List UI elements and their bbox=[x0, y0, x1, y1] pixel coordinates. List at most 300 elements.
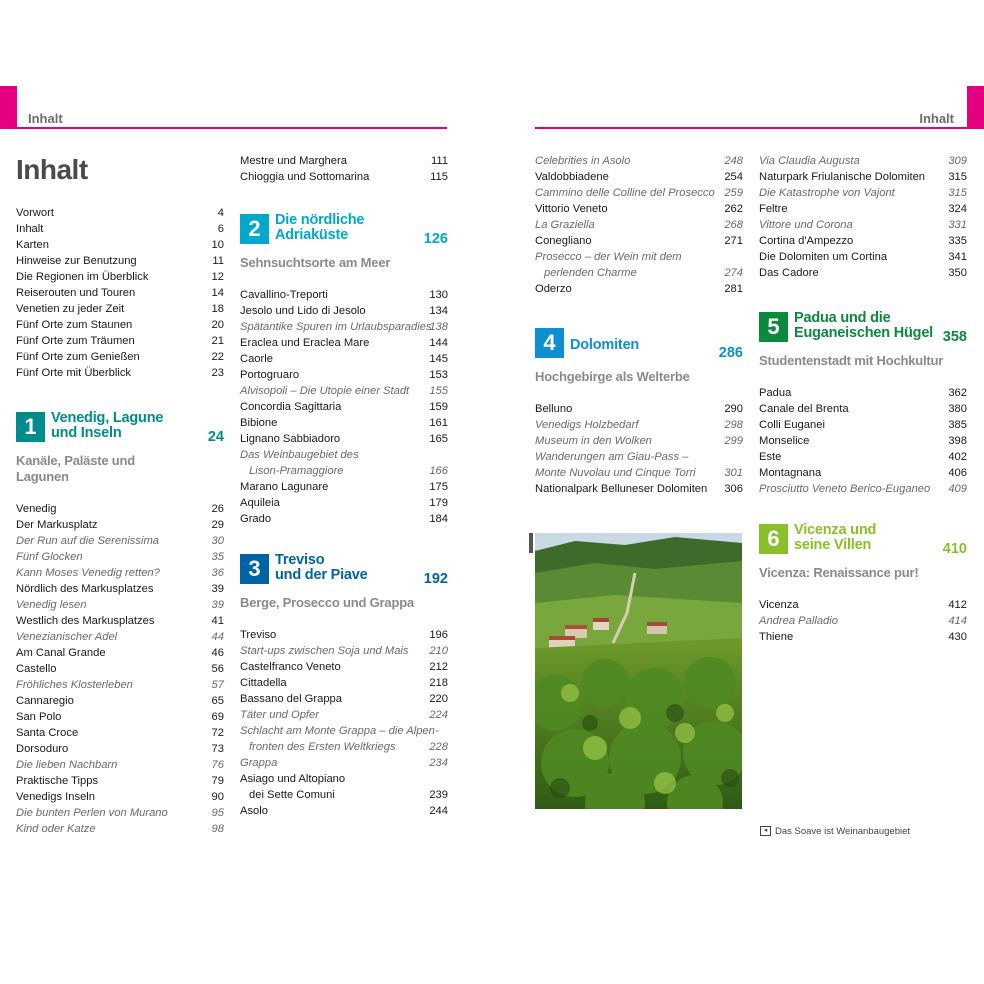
toc-entry[interactable] bbox=[16, 597, 224, 613]
toc-entry-page: 90 bbox=[211, 791, 224, 803]
toc-entry[interactable] bbox=[16, 205, 224, 221]
toc-entry-page: 306 bbox=[724, 483, 743, 495]
toc-entry-title: Cortina d'Ampezzo bbox=[759, 235, 854, 247]
toc-entry[interactable] bbox=[535, 217, 743, 233]
toc-entry-page: 248 bbox=[724, 155, 743, 167]
toc-entry-page: 57 bbox=[211, 679, 224, 691]
toc-entry[interactable] bbox=[16, 533, 224, 549]
toc-entry-page: 210 bbox=[429, 645, 448, 657]
toc-entry-page: 218 bbox=[429, 677, 448, 689]
toc-column-3 bbox=[535, 153, 743, 497]
chapter-page: 358 bbox=[942, 329, 967, 345]
toc-entry[interactable] bbox=[535, 401, 743, 417]
toc-entry-page: 244 bbox=[429, 805, 448, 817]
toc-entry[interactable] bbox=[240, 691, 448, 707]
toc-entry-page: 166 bbox=[429, 465, 448, 477]
toc-entry-title: Wanderungen am Giau-Pass – bbox=[535, 451, 689, 463]
toc-entry-page: 324 bbox=[948, 203, 967, 215]
toc-entry[interactable] bbox=[759, 185, 967, 201]
toc-entry[interactable] bbox=[16, 613, 224, 629]
toc-entry-page: 20 bbox=[211, 319, 224, 331]
toc-entry[interactable] bbox=[240, 303, 448, 319]
chapter-1-entries bbox=[16, 501, 224, 837]
toc-entry[interactable] bbox=[759, 629, 967, 645]
toc-entry[interactable] bbox=[535, 417, 743, 433]
toc-entry-title: Lignano Sabbiadoro bbox=[240, 433, 341, 445]
toc-entry-title: Der Run auf die Serenissima bbox=[16, 535, 160, 547]
toc-entry-title: Canale del Brenta bbox=[759, 403, 849, 415]
toc-entry[interactable] bbox=[759, 201, 967, 217]
toc-entry-title: Die lieben Nachbarn bbox=[16, 759, 118, 771]
toc-entry-title: Feltre bbox=[759, 203, 788, 215]
toc-entry-title: Die Dolomiten um Cortina bbox=[759, 251, 888, 263]
toc-entry-title: Reiserouten und Touren bbox=[16, 287, 136, 299]
toc-entry[interactable] bbox=[759, 465, 967, 481]
toc-entry-title: Kind oder Katze bbox=[16, 823, 96, 835]
toc-entry[interactable] bbox=[16, 741, 224, 757]
chapter-number: 6 bbox=[759, 524, 788, 554]
toc-entry[interactable] bbox=[535, 449, 743, 465]
toc-entry-title: Jesolo und Lido di Jesolo bbox=[240, 305, 366, 317]
chapter-1-more-entries bbox=[240, 153, 448, 185]
right-header-rule bbox=[535, 127, 967, 129]
toc-entry-title: Venezianischer Adel bbox=[16, 631, 118, 643]
toc-entry-title: Venetien zu jeder Zeit bbox=[16, 303, 125, 315]
toc-entry-title: Celebrities in Asolo bbox=[535, 155, 631, 167]
left-running-header: Inhalt bbox=[28, 111, 63, 126]
toc-entry[interactable] bbox=[535, 201, 743, 217]
toc-entry-title: Montagnana bbox=[759, 467, 822, 479]
toc-entry[interactable] bbox=[16, 301, 224, 317]
toc-entry-page: 281 bbox=[724, 283, 743, 295]
chapter-3-more-entries bbox=[535, 153, 743, 297]
toc-entry[interactable] bbox=[240, 287, 448, 303]
toc-entry-title: Fünf Orte zum Staunen bbox=[16, 319, 133, 331]
chapter-number: 3 bbox=[240, 554, 269, 584]
chapter-4-entries bbox=[535, 401, 743, 497]
toc-entry-title: Start-ups zwischen Soja und Mais bbox=[240, 645, 409, 657]
chapter-5-heading[interactable] bbox=[759, 311, 967, 345]
toc-entry[interactable] bbox=[240, 431, 448, 447]
toc-entry-page: 11 bbox=[212, 255, 224, 267]
toc-entry-page: 36 bbox=[211, 567, 224, 579]
toc-entry-page: 161 bbox=[429, 417, 448, 429]
toc-entry[interactable] bbox=[16, 821, 224, 837]
toc-column-4 bbox=[759, 153, 967, 645]
toc-entry[interactable] bbox=[240, 335, 448, 351]
toc-entry-page: 72 bbox=[211, 727, 224, 739]
toc-entry[interactable] bbox=[535, 233, 743, 249]
toc-entry[interactable] bbox=[16, 725, 224, 741]
toc-entry[interactable] bbox=[16, 517, 224, 533]
toc-entry[interactable] bbox=[759, 153, 967, 169]
toc-entry[interactable] bbox=[240, 755, 448, 771]
toc-entry[interactable] bbox=[759, 417, 967, 433]
toc-entry[interactable] bbox=[240, 463, 448, 479]
toc-entry-page: 228 bbox=[429, 741, 448, 753]
toc-entry[interactable] bbox=[16, 501, 224, 517]
toc-entry-page: 262 bbox=[724, 203, 743, 215]
toc-entry-page: 406 bbox=[948, 467, 967, 479]
toc-entry-page: 10 bbox=[211, 239, 224, 251]
toc-entry-title: Santa Croce bbox=[16, 727, 79, 739]
toc-entry[interactable] bbox=[240, 675, 448, 691]
chapter-title: Venedig, Lagune und Inseln bbox=[51, 410, 164, 441]
toc-entry-title: Am Canal Grande bbox=[16, 647, 106, 659]
toc-entry[interactable] bbox=[535, 153, 743, 169]
toc-entry-page: 179 bbox=[429, 497, 448, 509]
chapter-page: 192 bbox=[423, 571, 448, 587]
toc-entry-title: Monselice bbox=[759, 435, 810, 447]
chapter-page: 286 bbox=[718, 345, 743, 361]
left-header-rule bbox=[17, 127, 447, 129]
chapter-2-heading[interactable] bbox=[240, 213, 448, 247]
toc-entry[interactable] bbox=[240, 627, 448, 643]
toc-entry-page: 409 bbox=[948, 483, 967, 495]
toc-entry[interactable] bbox=[16, 709, 224, 725]
toc-entry-page: 39 bbox=[211, 599, 224, 611]
toc-entry[interactable] bbox=[16, 565, 224, 581]
chapter-subtitle: Vicenza: Renaissance pur! bbox=[759, 565, 919, 580]
toc-entry-title: Castelfranco Veneto bbox=[240, 661, 341, 673]
toc-entry[interactable] bbox=[16, 581, 224, 597]
toc-entry[interactable] bbox=[16, 549, 224, 565]
toc-entry[interactable] bbox=[16, 253, 224, 269]
toc-column-2 bbox=[240, 153, 448, 819]
toc-entry[interactable] bbox=[16, 333, 224, 349]
toc-entry[interactable] bbox=[16, 221, 224, 237]
toc-entry-title: Asolo bbox=[240, 805, 268, 817]
chapter-4-more-entries bbox=[759, 153, 967, 281]
toc-entry-page: 309 bbox=[948, 155, 967, 167]
toc-entry-page: 220 bbox=[429, 693, 448, 705]
toc-entry-title: Venedigs Holzbedarf bbox=[535, 419, 639, 431]
chapter-page: 24 bbox=[207, 429, 224, 445]
toc-entry-page: 184 bbox=[429, 513, 448, 525]
toc-entry-page: 23 bbox=[211, 367, 224, 379]
toc-entry-page: 115 bbox=[430, 171, 448, 183]
toc-entry-page: 341 bbox=[948, 251, 967, 263]
toc-entry-page: 414 bbox=[948, 615, 967, 627]
toc-entry[interactable] bbox=[759, 481, 967, 497]
toc-entry-page: 165 bbox=[429, 433, 448, 445]
toc-entry-page: 111 bbox=[430, 155, 448, 167]
toc-entry-title: Bassano del Grappa bbox=[240, 693, 342, 705]
toc-entry[interactable] bbox=[535, 185, 743, 201]
toc-entry[interactable] bbox=[16, 773, 224, 789]
toc-entry-title: Vittorio Veneto bbox=[535, 203, 608, 215]
toc-entry-title: Die Katastrophe von Vajont bbox=[759, 187, 895, 199]
toc-entry[interactable] bbox=[759, 597, 967, 613]
camera-icon: ◂ bbox=[760, 826, 771, 836]
toc-entry-page: 44 bbox=[211, 631, 224, 643]
toc-entry[interactable] bbox=[16, 237, 224, 253]
chapter-1-heading[interactable] bbox=[16, 411, 224, 445]
photo-caption bbox=[760, 826, 910, 837]
chapter-subtitle: Studentenstadt mit Hochkultur bbox=[759, 353, 944, 368]
toc-entry-title: perlenden Charme bbox=[544, 267, 637, 279]
photo-credit-icon bbox=[527, 533, 535, 573]
toc-entry-page: 76 bbox=[211, 759, 224, 771]
toc-entry[interactable] bbox=[535, 433, 743, 449]
toc-entry-title: Das Weinbaugebiet des bbox=[240, 449, 359, 461]
toc-entry-page: 6 bbox=[217, 223, 224, 235]
chapter-2-entries bbox=[240, 287, 448, 527]
toc-entry-page: 56 bbox=[211, 663, 224, 675]
toc-entry-page: 95 bbox=[211, 807, 224, 819]
toc-entry-page: 315 bbox=[948, 171, 967, 183]
chapter-6-entries bbox=[759, 597, 967, 645]
toc-entry-page: 144 bbox=[429, 337, 448, 349]
toc-entry[interactable] bbox=[240, 351, 448, 367]
toc-entry-title: Fünf Orte zum Träumen bbox=[16, 335, 135, 347]
toc-entry[interactable] bbox=[240, 169, 448, 185]
toc-entry-page: 298 bbox=[724, 419, 743, 431]
chapter-3-entries bbox=[240, 627, 448, 819]
toc-entry[interactable] bbox=[535, 249, 743, 265]
toc-entry-title: Colli Euganei bbox=[759, 419, 825, 431]
toc-entry[interactable] bbox=[535, 465, 743, 481]
toc-entry-page: 29 bbox=[211, 519, 224, 531]
toc-entry-page: 21 bbox=[211, 335, 224, 347]
chapter-subtitle: Hochgebirge als Welterbe bbox=[535, 369, 690, 384]
toc-entry[interactable] bbox=[759, 401, 967, 417]
toc-entry-title: Caorle bbox=[240, 353, 273, 365]
right-page-tab bbox=[967, 86, 984, 129]
chapter-page: 410 bbox=[942, 541, 967, 557]
chapter-subtitle: Berge, Prosecco und Grappa bbox=[240, 595, 414, 610]
toc-entry[interactable] bbox=[535, 169, 743, 185]
toc-entry-page: 385 bbox=[948, 419, 967, 431]
toc-entry[interactable] bbox=[16, 677, 224, 693]
chapter-title: Vicenza und seine Villen bbox=[794, 522, 877, 553]
vineyard-photo bbox=[535, 533, 742, 809]
toc-entry[interactable] bbox=[759, 169, 967, 185]
toc-entry-page: 153 bbox=[429, 369, 448, 381]
toc-entry-page: 65 bbox=[211, 695, 224, 707]
toc-entry[interactable] bbox=[16, 269, 224, 285]
chapter-title: Die nördliche Adriaküste bbox=[275, 212, 365, 243]
toc-entry-page: 39 bbox=[211, 583, 224, 595]
toc-entry-title: Oderzo bbox=[535, 283, 572, 295]
toc-entry[interactable] bbox=[240, 803, 448, 819]
chapter-3-heading[interactable] bbox=[240, 553, 448, 587]
toc-entry-title: Valdobbiadene bbox=[535, 171, 609, 183]
toc-entry-title: Die bunten Perlen von Murano bbox=[16, 807, 168, 819]
toc-entry-title: Asiago und Altopiano bbox=[240, 773, 346, 785]
toc-entry[interactable] bbox=[759, 249, 967, 265]
toc-entry-title: Fünf Orte zum Genießen bbox=[16, 351, 140, 363]
toc-entry[interactable] bbox=[759, 265, 967, 281]
toc-entry-title: Eraclea und Eraclea Mare bbox=[240, 337, 370, 349]
toc-entry[interactable] bbox=[16, 629, 224, 645]
toc-entry-page: 35 bbox=[211, 551, 224, 563]
toc-entry[interactable] bbox=[16, 757, 224, 773]
toc-entry[interactable] bbox=[240, 511, 448, 527]
toc-entry[interactable] bbox=[240, 659, 448, 675]
toc-entry-title: Fünf Glocken bbox=[16, 551, 83, 563]
toc-entry[interactable] bbox=[240, 771, 448, 787]
toc-entry-page: 79 bbox=[211, 775, 224, 787]
toc-entry-page: 175 bbox=[429, 481, 448, 493]
toc-entry[interactable] bbox=[16, 661, 224, 677]
chapter-title: Treviso und der Piave bbox=[275, 552, 368, 583]
toc-entry-page: 268 bbox=[724, 219, 743, 231]
toc-entry-title: Cavallino-Treporti bbox=[240, 289, 328, 301]
toc-entry[interactable] bbox=[16, 285, 224, 301]
toc-entry-page: 254 bbox=[724, 171, 743, 183]
toc-entry-title: Prosciutto Veneto Berico-Euganeo bbox=[759, 483, 931, 495]
left-page-tab bbox=[0, 86, 17, 129]
toc-entry-title: Mestre und Marghera bbox=[240, 155, 347, 167]
toc-entry-title: Vorwort bbox=[16, 207, 54, 219]
toc-entry[interactable] bbox=[759, 433, 967, 449]
toc-entry-page: 18 bbox=[211, 303, 224, 315]
toc-entry-page: 69 bbox=[211, 711, 224, 723]
toc-entry-title: Das Cadore bbox=[759, 267, 819, 279]
toc-entry-title: Marano Lagunare bbox=[240, 481, 329, 493]
toc-entry-page: 299 bbox=[724, 435, 743, 447]
chapter-number: 2 bbox=[240, 214, 269, 244]
toc-entry[interactable] bbox=[759, 385, 967, 401]
toc-entry[interactable] bbox=[240, 319, 448, 335]
toc-entry-title: Andrea Palladio bbox=[759, 615, 838, 627]
toc-entry-page: 212 bbox=[429, 661, 448, 673]
toc-entry-title: Dorsoduro bbox=[16, 743, 69, 755]
toc-entry-title: Portogruaro bbox=[240, 369, 300, 381]
toc-column-1 bbox=[16, 155, 224, 837]
toc-entry-page: 14 bbox=[211, 287, 224, 299]
toc-entry-title: Lison-Pramaggiore bbox=[249, 465, 344, 477]
toc-entry-title: Kann Moses Venedig retten? bbox=[16, 567, 160, 579]
toc-entry-title: San Polo bbox=[16, 711, 62, 723]
toc-entry-title: La Graziella bbox=[535, 219, 595, 231]
toc-entry[interactable] bbox=[16, 365, 224, 381]
toc-entry[interactable] bbox=[759, 613, 967, 629]
toc-entry-page: 239 bbox=[429, 789, 448, 801]
toc-entry-title: Treviso bbox=[240, 629, 277, 641]
toc-entry-page: 41 bbox=[211, 615, 224, 627]
toc-entry-page: 130 bbox=[429, 289, 448, 301]
toc-entry-title: Monte Nuvolau und Cinque Torri bbox=[535, 467, 696, 479]
toc-entry-title: Chioggia und Sottomarina bbox=[240, 171, 370, 183]
toc-entry[interactable] bbox=[16, 805, 224, 821]
toc-entry-title: Westlich des Markusplatzes bbox=[16, 615, 155, 627]
toc-entry-page: 362 bbox=[948, 387, 967, 399]
toc-entry[interactable] bbox=[16, 317, 224, 333]
toc-entry[interactable] bbox=[240, 367, 448, 383]
toc-entry-title: Cammino delle Colline del Prosecco bbox=[535, 187, 715, 199]
chapter-6-heading[interactable] bbox=[759, 523, 967, 557]
chapter-number: 5 bbox=[759, 312, 788, 342]
toc-entry-title: Die Regionen im Überblick bbox=[16, 271, 149, 283]
toc-entry-title: fronten des Ersten Weltkriegs bbox=[249, 741, 396, 753]
toc-entry[interactable] bbox=[240, 739, 448, 755]
toc-entry[interactable] bbox=[240, 153, 448, 169]
chapter-subtitle: Sehnsuchtsorte am Meer bbox=[240, 255, 391, 270]
toc-entry[interactable] bbox=[240, 495, 448, 511]
toc-entry-title: Aquileia bbox=[240, 497, 280, 509]
toc-entry-title: Venedig bbox=[16, 503, 57, 515]
toc-entry-page: 380 bbox=[948, 403, 967, 415]
chapter-subtitle: Kanäle, Paläste und Lagunen bbox=[16, 453, 136, 484]
toc-entry[interactable] bbox=[16, 693, 224, 709]
toc-entry[interactable] bbox=[535, 481, 743, 497]
toc-entry-title: Nationalpark Belluneser Dolomiten bbox=[535, 483, 708, 495]
toc-entry-page: 402 bbox=[948, 451, 967, 463]
toc-entry[interactable] bbox=[535, 281, 743, 297]
toc-entry[interactable] bbox=[240, 643, 448, 659]
toc-entry[interactable] bbox=[240, 415, 448, 431]
toc-entry-title: Hinweise zur Benutzung bbox=[16, 255, 137, 267]
toc-entry-page: 301 bbox=[724, 467, 743, 479]
toc-entry-page: 315 bbox=[948, 187, 967, 199]
toc-entry-title: Museum in den Wolken bbox=[535, 435, 652, 447]
chapter-title: Padua und die Euganeischen Hügel bbox=[794, 310, 934, 341]
toc-entry-page: 98 bbox=[211, 823, 224, 835]
toc-entry[interactable] bbox=[16, 789, 224, 805]
toc-entry[interactable] bbox=[759, 217, 967, 233]
toc-entry-page: 274 bbox=[724, 267, 743, 279]
chapter-number: 4 bbox=[535, 328, 564, 358]
toc-entry-title: Venedig lesen bbox=[16, 599, 87, 611]
toc-entry-title: Inhalt bbox=[16, 223, 44, 235]
chapter-number: 1 bbox=[16, 412, 45, 442]
toc-entry[interactable] bbox=[240, 787, 448, 803]
toc-entry-page: 30 bbox=[211, 535, 224, 547]
toc-entry[interactable] bbox=[240, 399, 448, 415]
chapter-title: Dolomiten bbox=[570, 337, 640, 353]
toc-entry[interactable] bbox=[240, 707, 448, 723]
toc-entry-page: 430 bbox=[948, 631, 967, 643]
chapter-4-heading[interactable] bbox=[535, 327, 743, 361]
toc-entry[interactable] bbox=[240, 479, 448, 495]
toc-entry-title: Praktische Tipps bbox=[16, 775, 99, 787]
toc-entry-title: dei Sette Comuni bbox=[249, 789, 335, 801]
toc-entry-title: Grappa bbox=[240, 757, 278, 769]
vineyard-landscape-image bbox=[535, 533, 742, 809]
toc-entry-page: 155 bbox=[429, 385, 448, 397]
toc-entry-page: 145 bbox=[429, 353, 448, 365]
toc-entry-page: 398 bbox=[948, 435, 967, 447]
toc-entry-title: Este bbox=[759, 451, 782, 463]
toc-entry[interactable] bbox=[759, 449, 967, 465]
toc-entry-title: Via Claudia Augusta bbox=[759, 155, 860, 167]
toc-entry-page: 259 bbox=[724, 187, 743, 199]
toc-entry[interactable] bbox=[240, 447, 448, 463]
toc-entry-page: 335 bbox=[948, 235, 967, 247]
toc-entry-page: 271 bbox=[724, 235, 743, 247]
toc-entry-page: 73 bbox=[211, 743, 224, 755]
toc-entry-page: 412 bbox=[948, 599, 967, 611]
toc-entry[interactable] bbox=[240, 383, 448, 399]
toc-entry-title: Prosecco – der Wein mit dem bbox=[535, 251, 682, 263]
photo-credit-mark bbox=[527, 533, 535, 573]
toc-entry[interactable] bbox=[16, 349, 224, 365]
toc-entry[interactable] bbox=[16, 645, 224, 661]
toc-entry-title: Cannaregio bbox=[16, 695, 74, 707]
toc-entry[interactable] bbox=[535, 265, 743, 281]
toc-entry[interactable] bbox=[240, 723, 448, 739]
toc-entry-title: Padua bbox=[759, 387, 792, 399]
toc-entry-title: Concordia Sagittaria bbox=[240, 401, 342, 413]
page-title: Inhalt bbox=[16, 154, 88, 185]
toc-entry-page: 138 bbox=[429, 321, 448, 333]
toc-entry-page: 22 bbox=[211, 351, 224, 363]
toc-entry-title: Castello bbox=[16, 663, 57, 675]
toc-entry[interactable] bbox=[759, 233, 967, 249]
toc-entry-title: Belluno bbox=[535, 403, 573, 415]
